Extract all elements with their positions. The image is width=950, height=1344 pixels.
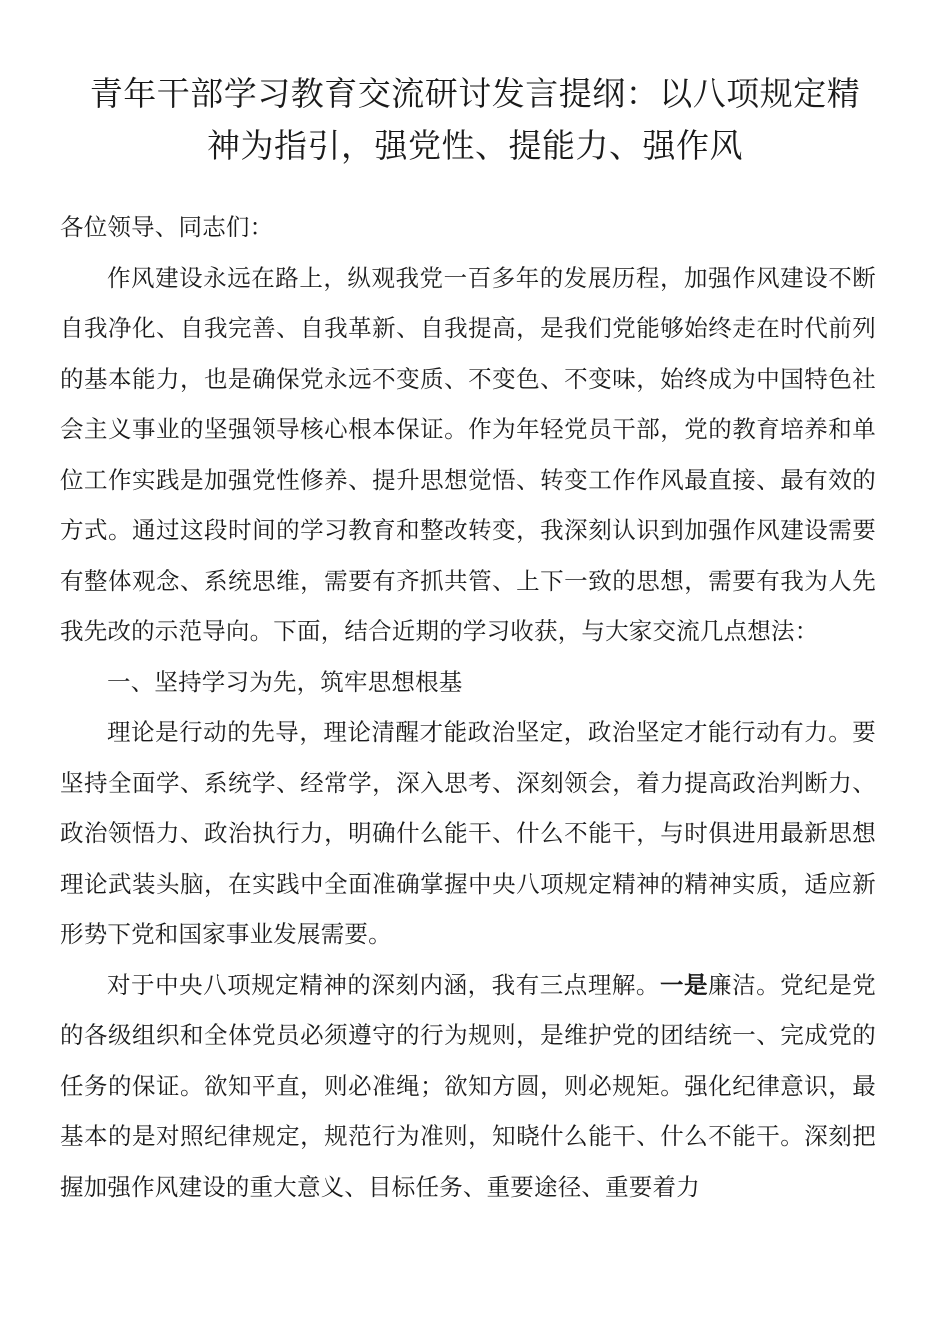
understanding-rest-text: 廉洁。党纪是党的各级组织和全体党员必须遵守的行为规则，是维护党的团结统一、完成党的任务的保证。欲知平直，则必准绳；欲知方圆，则必规矩。强化纪律意识，最基本的是对照纪律规定，规范行为准则，知晓什么能干、什么不能干。深刻把握加强作风建设的重大意义、目标任务、重要途径、重要着力 [60, 970, 876, 1201]
document-title: 青年干部学习教育交流研讨发言提纲：以八项规定精神为指引，强党性、提能力、强作风 [89, 74, 861, 165]
understanding-lead-text: 对于中央八项规定精神的深刻内涵，我有三点理解。 [107, 970, 660, 999]
paragraph-intro: 作风建设永远在路上，纵观我党一百多年的发展历程，加强作风建设不断自我净化、自我完善、自我革新、自我提高，是我们党能够始终走在时代前列的基本能力，也是确保党永远不变质、不变色、不变味，始终成为中国特色社会主义事业的坚强领导核心根本保证。作为年轻党员干部，党的教育培养和单位工作实践是加强党性修养、提升思想觉悟、转变工作作风最直接、最有效的方式。通过这段时间的学习教育和整改转变，我深刻认识到加强作风建设需要有整体观念、系统思维，需要有齐抓共管、上下一致的思想，需要有我为人先我先改的示范导向。下面，结合近期的学习收获，与大家交流几点想法： [60, 263, 876, 645]
paragraph-theory: 理论是行动的先导，理论清醒才能政治坚定，政治坚定才能行动有力。要坚持全面学、系统学、经常学，深入思考、深刻领会，着力提高政治判断力、政治领悟力、政治执行力，明确什么能干、什么不能干，与时俱进用最新思想理论武装头脑，在实践中全面准确掌握中央八项规定精神的精神实质，适应新形势下党和国家事业发展需要。 [60, 718, 876, 948]
paragraph-understanding [60, 960, 876, 1213]
understanding-point-marker: 一是 [659, 970, 709, 999]
section-heading-1: 一、坚持学习为先，筑牢思想根基 [107, 667, 463, 696]
salutation: 各位领导、同志们： [60, 213, 274, 241]
document-body [60, 202, 876, 1212]
